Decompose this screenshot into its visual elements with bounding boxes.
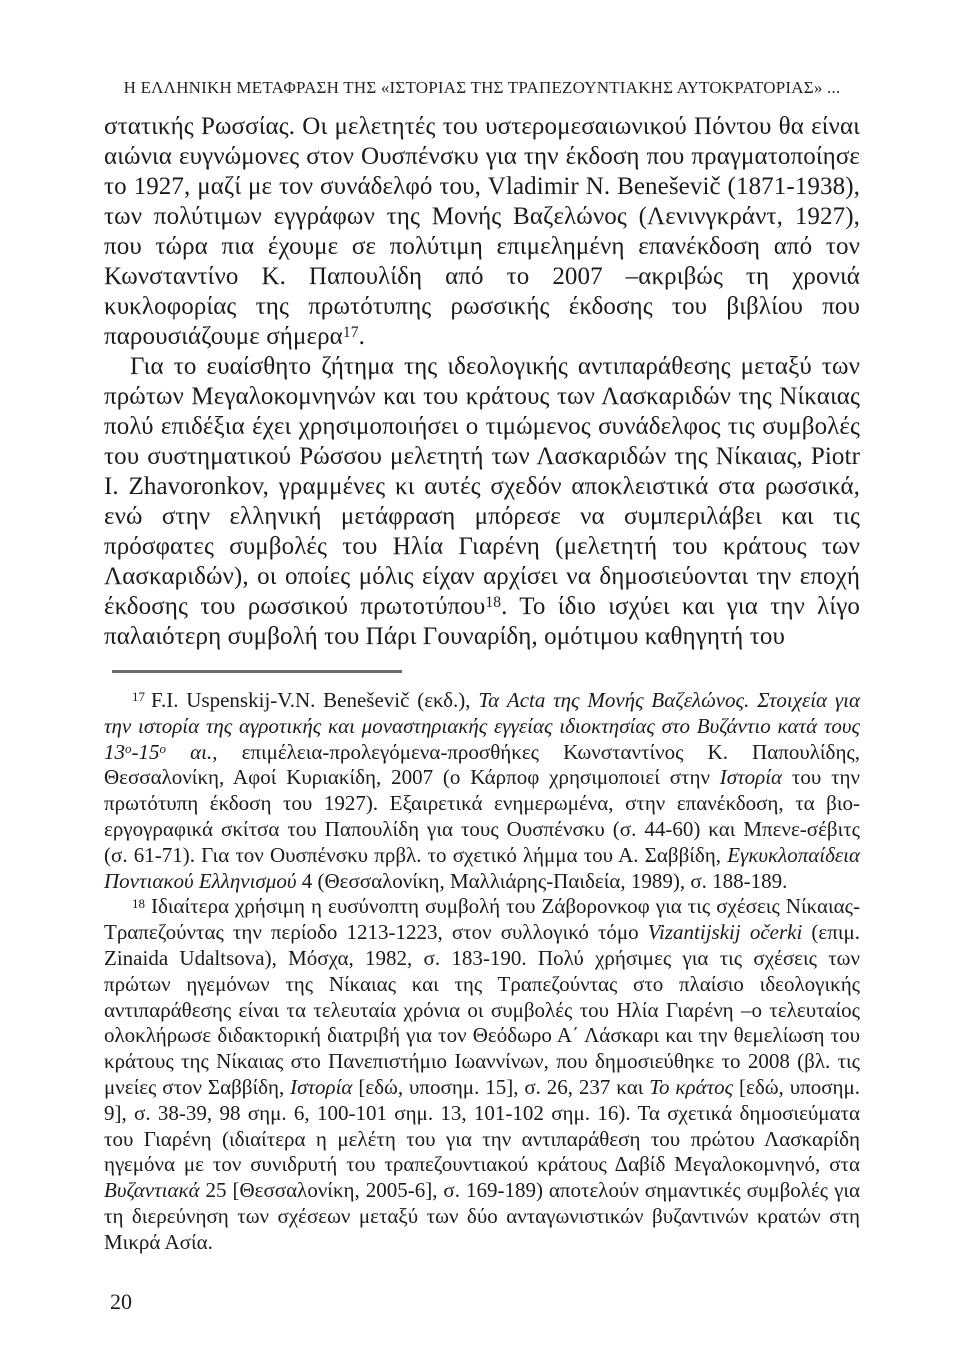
footnote-separator [112, 670, 402, 673]
footnote-text: Ιδιαίτερα χρήσιμη η ευσύνοπτη συμβολή του Ζάβορονκοφ για τις σχέσεις Νίκαιας-Τραπεζούντας την περίοδο 1213-1223, στον συλλογικό τόμο Vizantijskij očerki (επιμ. Zinaida Udaltsova), Μόσχα, 1982, σ. 183-190. Πολύ χρήσιμες για τις σχέσεις των πρώτων ηγεμόνων της Νίκαιας και της Τραπεζούντας στο πλαίσιο ιδεολογικής αντιπαράθεσης είναι τα τελευταία χρόνια οι συμβολές του Ηλία Γιαρένη –ο τελευταίος ολοκλήρωσε διδακτορική διατριβή για τον Θεόδωρο Α΄ Λάσκαρι και την θεμελίωση του κράτους της Νίκαιας στο Πανεπιστήμιο Ιωαννίνων, που δημοσιεύθηκε το 2008 (βλ. τις μνείες στον Σαββίδη, Ιστορία [εδώ, υποσημ. 15], σ. 26, 237 και Το κράτος [εδώ, υποσημ. 9], σ. 38-39, 98 σημ. 6, 100-101 σημ. 13, 101-102 σημ. 16). Τα σχετικά δημοσιεύματα του Γιαρένη (ιδιαίτερα η μελέτη του για την αντιπαράθεση του πρώτου Λασκαρίδη ηγεμόνα με τον συνιδρυτή του τραπεζουντιακού κράτους Δαβίδ Μεγαλοκομνηνό, στα Βυζαντιακά 25 [Θεσσαλονίκη, 2005-6], σ. 169-189) αποτελούν σημαντικές συμβολές για τη διερεύνηση των σχέσεων μεταξύ των δύο ανταγωνιστικών βυζαντινών κρατών στη Μικρά Ασία. [104, 894, 861, 1254]
footnotes-section [104, 688, 860, 1256]
body-paragraph: Για το ευαίσθητο ζήτημα της ιδεολογικής αντιπαράθεσης μεταξύ των πρώτων Μεγαλοκομνηνών και του κράτους των Λασκαριδών της Νίκαιας πολύ επιδέξια έχει χρησιμοποιήσει ο τιμώμενος συνάδελφος τις συμβολές του συστηματικού Ρώσσου μελετητή των Λασκαριδών της Νίκαιας, Piotr I. Zhavoronkov, γραμμένες κι αυτές σχεδόν αποκλειστικά στα ρωσσικά, ενώ στην ελληνική μετάφραση μπόρεσε να συμπεριλάβει και τις πρόσφατες συμβολές του Ηλία Γιαρένη (μελετητή του κράτους των Λασκαριδών), οι οποίες μόλις είχαν αρχίσει να δημοσιεύονται την εποχή έκδοσης του ρωσσικού πρωτοτύπου$^{18}$. Το ίδιο ισχύει και για την λίγο παλαιότερη συμβολή του Πάρι Γουναρίδη, ομότιμου καθηγητή του [104, 353, 860, 650]
body-paragraph: στατικής Ρωσσίας. Οι μελετητές του υστερομεσαιωνικού Πόντου θα είναι αιώνια ευγνώμονες στον Ουσπένσκυ για την έκδοση που πραγματοποίησε το 1927, μαζί με τον συνάδελφό του, Vladimir N. Beneševič (1871-1938), των πολύτιμων εγγράφων της Μονής Βαζελώνος (Λενινγκράντ, 1927), που τώρα πια έχουμε σε πολύτιμη επιμελημένη επανέκδοση από τον Κωνσταντίνο Κ. Παπουλίδη από το 2007 –ακριβώς τη χρονιά κυκλοφορίας της πρωτότυπης ρωσσικής έκδοσης του βιβλίου που παρουσιάζουμε σήμερα$^{17}$. [104, 113, 860, 350]
footnote [104, 688, 860, 894]
footnote-text: F.I. Uspenskij-V.N. Beneševič (εκδ.), Τα Acta της Μονής Βαζελώνος. Στοιχεία για την ιστορία της αγροτικής και μοναστηριακής εγγείας ιδιοκτησίας στο Βυζάντιο κατά τους $13^o-15^o$ αι., επιμέλεια-προλεγόμενα-προσθήκες Κωνσταντίνος Κ. Παπουλίδης, Θεσσαλονίκη, Αφοί Κυριακίδη, 2007 (ο Κάρποφ χρησιμοποιεί στην Ιστορία του την πρωτότυπη έκδοση του 1927). Εξαιρετικά ενημερωμένα, στην επανέκδοση, τα βιο-εργογραφικά σκίτσα του Παπουλίδη για τους Ουσπένσκυ (σ. 44-60) και Μπενε-σέβιτς (σ. 61-71). Για τον Ουσπένσκυ πρβλ. το σχετικό λήμμα του Α. Σαββίδη, Εγκυκλοπαίδεια Ποντιακού Ελληνισμού 4 (Θεσσαλονίκη, Μαλλιάρης-Παιδεία, 1989), σ. 188-189. [104, 688, 861, 893]
running-header: Η ΕΛΛΗΝΙΚΗ ΜΕΤΑΦΡΑΣΗ ΤΗΣ «ΙΣΤΟΡΙΑΣ ΤΗΣ ΤΡΑΠΕΖΟΥΝΤΙΑΚΗΣ ΑΥΤΟΚΡΑΤΟΡΙΑΣ» ... [123, 78, 841, 97]
footnote-number: 17 [132, 689, 146, 705]
body-text [104, 112, 860, 652]
footnote-number: 18 [132, 895, 146, 911]
page-number: 20 [110, 1289, 132, 1314]
footnote [104, 894, 860, 1255]
